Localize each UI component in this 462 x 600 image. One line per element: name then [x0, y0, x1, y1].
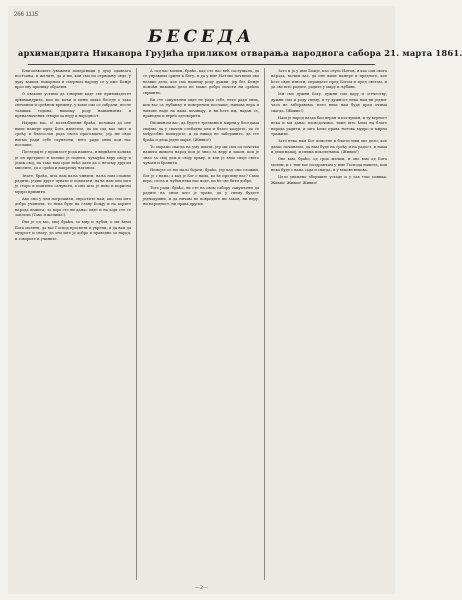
paragraph: То морамо свагда на уму имати, јер ми смо од почетка нашега живота народ кои је знао за веру и закон, кои је знао за свој дом и своју цркву, и кои је знао своје свето чувати и бранити.: [143, 144, 259, 166]
document-subtitle: архимандрита Никанора Грујића приликом отварања народнога сабора 21. марта 1861.: [18, 48, 462, 58]
paragraph: Цело уважено збориште устаде и у сав глас повика: Живио! Живио! Живио!: [271, 175, 387, 185]
paragraph: Зато нека нам Бог помогне и благослови ово дело, кое данас почињемо, да нам буде на срећу и на радост, и нама и деци нашој, и свима поколењима. (Живио!): [271, 139, 387, 155]
text-column-3: [271, 69, 387, 579]
paragraph: Знате, браћо, шта нам ваља чинити: ваља нам сложно радити, једни друге чувати и помагати; ваља нам оно што је старо и поштено сачувати, а оно што је ново и корисно мудро примити.: [15, 173, 131, 194]
paragraph: Зато и ја у име Божје, као слуга Његов, и као син овога народа, молим вас, да оне ваше намере и предлоге, кое ћете овде изнети, оправдате пред Богом и пред светом, и да све што радите, радите у миру и љубави.: [271, 69, 387, 90]
document-title: БЕСЕДА: [148, 27, 255, 47]
paragraph: Ми смо дужни Богу, дужни смо цару и отечеству, дужни смо и роду свему, и ту дужност нека нам ни једног часа не заборавимо, него нека нам буде пред очима свагда. (Живио!): [271, 92, 387, 113]
paragraph: Ово је од вас, овој браћи, за мир и љубав; а ми ћемо Бога молити, да вас Господ просвети и укрепи, и да вам да мудрост и снагу, да оно што је добро и праведно за народ, и говорите и учините.: [15, 220, 131, 241]
header-rule: [28, 64, 375, 65]
page-footer: —2—: [194, 585, 209, 591]
paragraph: Наш је народ вазда био веран и послушан, и ту верност нека и ми данас посведочимо, тиме што ћемо на благо народа радити, и што ћемо права његова мудро и мирно тражити.: [271, 115, 387, 137]
document-page: [8, 6, 462, 594]
text-column-2: [143, 69, 259, 579]
column-divider: [264, 68, 265, 580]
text-column-1: [15, 69, 131, 579]
paragraph: Ово вам, браћо, од срца желим, и ово вам од Бога молим, и с тим вас поздрављам у име Господа нашега, кои нека буде с вама сада и свагда, и у векове векова.: [271, 157, 387, 173]
paragraph: Погледајте у прошлост рода нашега, и видићете колико је он претрпео и колико је поднео, чувајући веру своју и језик свој; па тако вам срце неће дати да о нечему другом мислите, до о срећи и напретку његовом.: [15, 150, 131, 171]
paragraph: Најпрво вас, о! возлюбленни браћо, позивам да оне ваше намере пред Бога изнесете, да их сад као чист и срећу и благослов рода свога проглядате; јер ми овде нисмо ради себе скупљени, него ради оних кои нас послаше.: [15, 121, 131, 148]
paragraph: Опомињем вас, да будете трезвени и мирни у беседама својим, да у свачем слободно али и благо казујете, да се међусобно поштујете, и да никад не заборавите, да сте браћа и деца једне мајке. (Живио!): [143, 121, 259, 142]
paragraph: А сад вас молим, браћо, кад сте нас већ саслушали, да се управимо срцем к Богу, и да у име Његово почнемо ово велико дело, кое смо нашему роду дужни; јер без Божје помоћи никакво дело не може добро почети ни срећно свршити.: [143, 69, 259, 95]
paragraph: Немојте се ни мало бојати, браћо, јер кад смо сложни, Бог је с нама; а кад је Бог с нама, ко ће противу нас? Само вера, слога и љубав нека нас воде, па ће све бити добро.: [143, 168, 259, 183]
paragraph: Благоизволите уважени повереници у духу одавнога постоања, и желите, да и ми, кои смо по отрицању овде, у духу вашем, покорном и смерном народу се у име Божје кроз ову прилику обратим.: [15, 69, 131, 90]
paragraph: Ви сте сакупљени овде не ради себе, него ради оних, кои вас са љубављу и поверењем послаше; њихова вера и њихове наде на вама почивају, и ви ћете им, надам се, праведно и верно одговорити.: [143, 97, 259, 119]
paragraph: О овакове устима да говорим каде све призывадесет архимандрита, кои по вољи и мени овако беседе о тако свечаном и срећном времену, у коме смо се сабрали, после толиких година, нашему роду наименитих и преназначених ствари за веру и народност.: [15, 92, 131, 119]
paragraph: Ако смо у чем погрешили, опростите нам; ако смо што добро учинили, то нека буде на славу Божју и на корист народа нашега, за који сте ви данас овде и на који сте се заклели (Тако и желимо!).: [15, 196, 131, 218]
column-divider: [136, 68, 137, 580]
archive-stamp: 266 1115: [14, 12, 39, 18]
paragraph: Тога ради, браћо, ви сте на овом сабору сакупљени да радите на оном што је право, да у свему будете једнодушни, и да ничим не повредите ни закон, ни веру, ни народност, ни права других.: [143, 186, 259, 207]
